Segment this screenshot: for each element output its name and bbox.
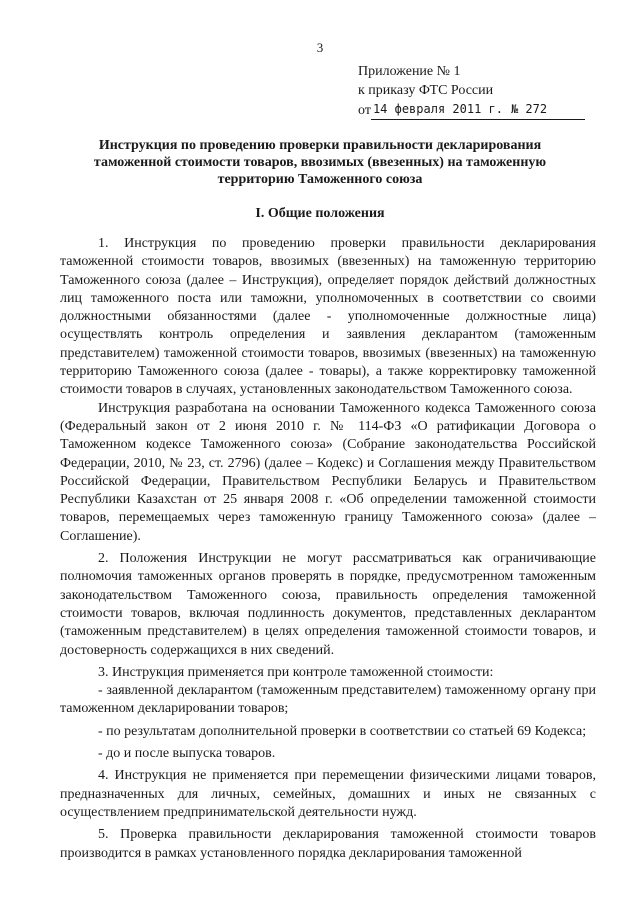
- handwritten-order-number: № 272: [510, 102, 548, 116]
- list-item-release: - до и после выпуска товаров.: [98, 746, 276, 762]
- document-body: [60, 235, 596, 863]
- paragraph-3: 3. Инструкция применяется при контроле таможенной стоимости:: [98, 664, 494, 680]
- list-item-additional-check: - по результатам дополнительной проверки в соответствии со статьей 69 Кодекса;: [98, 723, 587, 739]
- annex-title: Приложение № 1: [358, 64, 461, 79]
- annex-date-prefix: от: [358, 103, 371, 118]
- date-underline: [549, 105, 585, 120]
- paragraph-5: 5. Проверка правильности декларирования таможенной стоимости товаров производится в рамках установленного порядка декларирования таможенной: [60, 827, 596, 861]
- annex-block: [358, 62, 585, 120]
- page-number: 3: [316, 40, 324, 55]
- paragraph-1: 1. Инструкция по проведению проверки правильности декларирования таможенной стоимости товаров, ввозимых (ввезенных) на таможенную территорию Таможенного союза (далее – Инструкция), определяет порядок действий должностных лиц таможенного поста или таможни, уполномоченных в соответствии со своими должностными обязанностями (далее - уполномоченные должностные лица) осуществлять контроль определения и заявления декларантом (таможенным представителем) таможенной стоимости товаров, ввозимых (ввезенных) на таможенную территорию Таможенного союза (далее - товары), а также корректировку таможенной стоимости товаров в случаях, установленных законодательством Таможенного союза.: [60, 236, 596, 398]
- list-item-declared: - заявленной декларантом (таможенным представителем) таможенному органу при таможенном декларировании товаров;: [60, 683, 596, 717]
- paragraph-2: 2. Положения Инструкции не могут рассматриваться как ограничивающие полномочия таможенных органов проверять в порядке, предусмотренном таможенным законодательством Таможенного союза, правильность определения таможенной стоимости товаров, включая подлинность документов, представленных декларантом (таможенным представителем) в целях определения таможенной стоимости товаров, и достоверность содержащихся в них сведений.: [60, 551, 596, 658]
- handwritten-date-field: [371, 100, 549, 120]
- paragraph-basis: Инструкция разработана на основании Таможенного кодекса Таможенного союза (Федеральный закон от 2 июня 2010 г. № 114-ФЗ «О ратификации Договора о Таможенном кодексе Таможенного союза» (Собрание законодательства Российской Федерации, 2010, № 23, ст. 2796) (далее – Кодекс) и Соглашения между Правительством Российской Федерации, Правительством Республики Беларусь и Правительством Республики Казахстан от 25 января 2008 г. «Об определении таможенной стоимости товаров, перемещаемых через таможенную границу Таможенного союза» (далее – Соглашение).: [60, 400, 596, 544]
- section-heading: I. Общие положения: [255, 206, 385, 221]
- annex-date-line: [358, 100, 585, 120]
- paragraph-4: 4. Инструкция не применяется при перемещении физическими лицами товаров, предназначенных для личных, семейных, домашних и иных не связанных с осуществлением предпринимательской деятельности нужд.: [60, 768, 596, 820]
- annex-order-ref: к приказу ФТС России: [358, 83, 494, 98]
- document-title: Инструкция по проведению проверки правильности декларирования таможенной стоимости товаров, ввозимых (ввезенных) на таможенную территорию Таможенного союза: [93, 138, 547, 187]
- handwritten-date: 14 февраля 2011 г.: [372, 102, 503, 116]
